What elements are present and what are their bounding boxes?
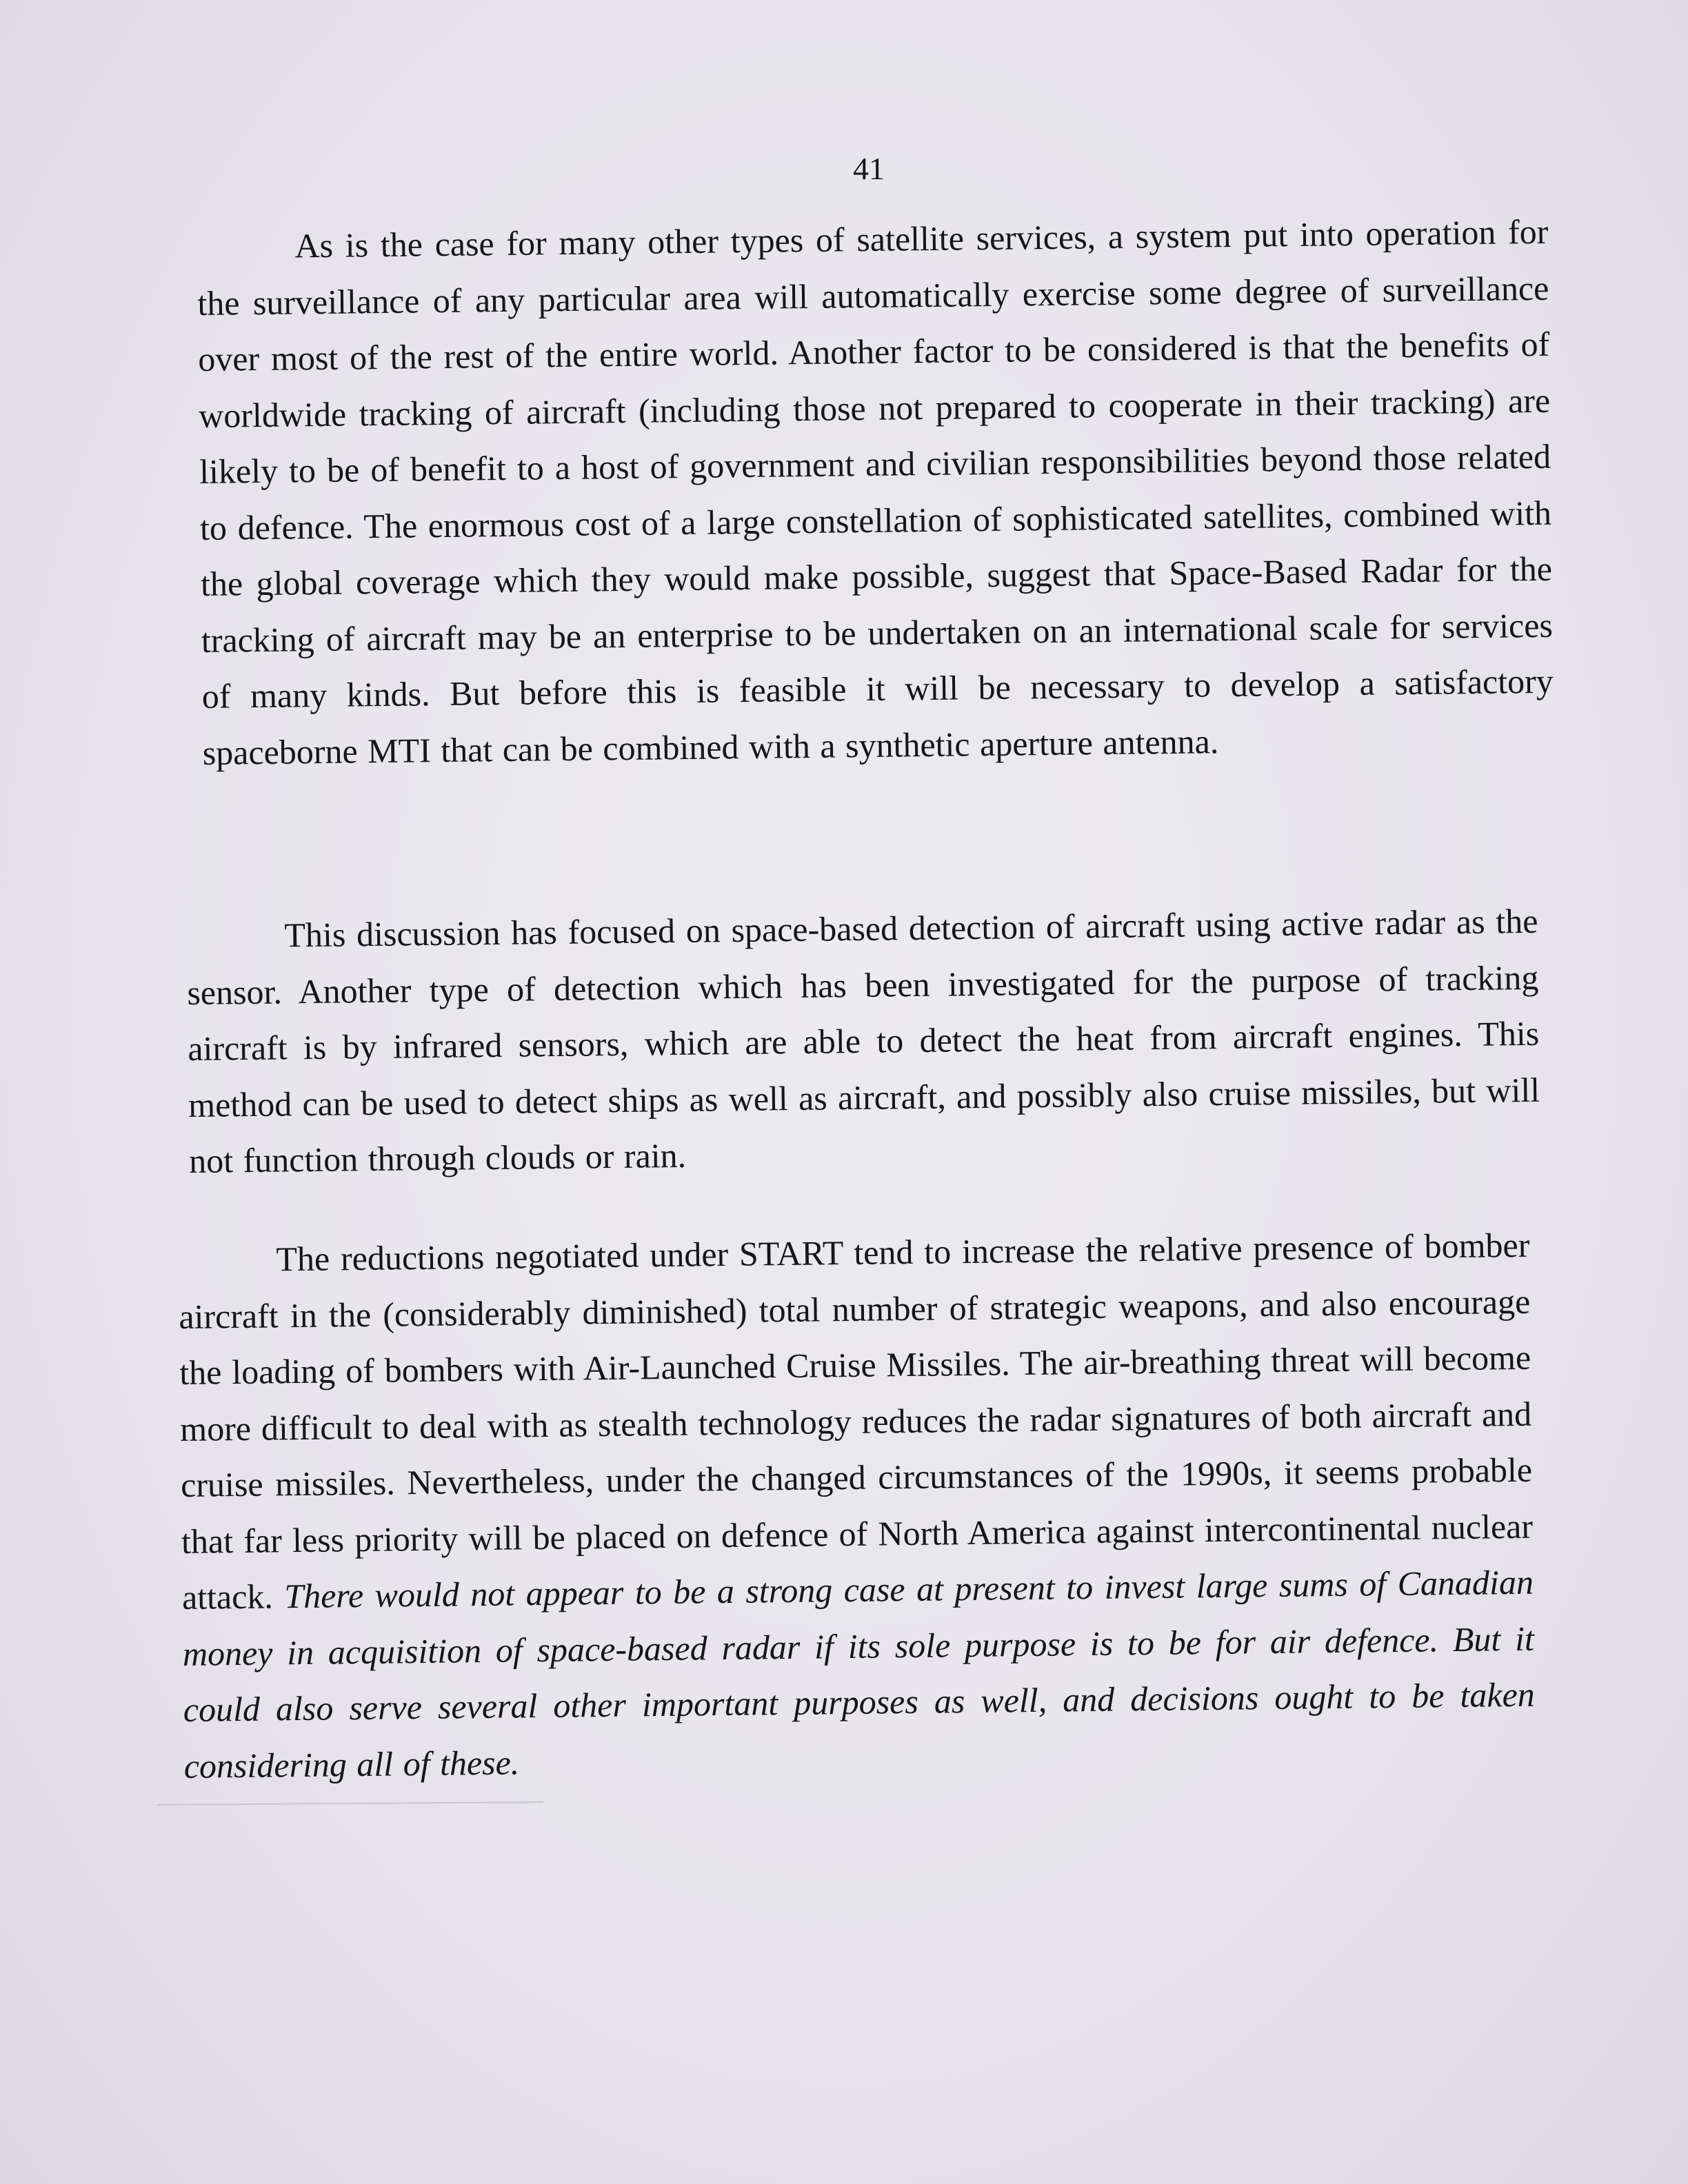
paragraph-text	[178, 1217, 1536, 1794]
paragraph-infrared	[186, 893, 1540, 1190]
paragraph-text: As is the case for many other types of satellite services, a system put into operation for the surveillance of any particular area will automatically exercise some degree of surveillance over most of the rest of the entire world. Another factor to be considered is that the benefits of worldwide tracking of aircraft (including those not prepared to cooperate in their tracking) are likely to be of benefit to a host of government and civilian responsibilities beyond those related to defence. The enormous cost of a large constellation of sophisticated satellites, combined with the global coverage which they would make possible, suggest that Space-Based Radar for the tracking of aircraft may be an enterprise to be undertaken on an international scale for services of many kinds. But before this is feasible it will be necessary to develop a satisfactory spaceborne MTI that can be combined with a synthetic aperture antenna.	[197, 212, 1554, 772]
page-number: 41	[853, 151, 885, 186]
paragraph-surveillance	[197, 204, 1554, 781]
paragraph-emphasis-text: There would not appear to be a strong case at present to invest large sums of Canadian money in acquisition of space-based radar if its sole purpose is to be for air defence. But it could also serve several other important purposes as well, and decisions ought to be taken considering all of these.	[182, 1562, 1536, 1786]
paragraph-plain-text: The reductions negotiated under START tend to increase the relative presence of bomber aircraft in the (considerably diminished) total number of strategic weapons, and also encourage the loading of bombers with Air-Launched Cruise Missiles. The air-breathing threat will become more difficult to deal with as stealth technology reduces the radar signatures of both aircraft and cruise missiles. Nevertheless, under the changed circumstances of the 1990s, it seems probable that far less priority will be placed on defence of North America against intercontinental nuclear attack.	[179, 1225, 1534, 1617]
paragraph-text: This discussion has focused on space-based detection of aircraft using active radar as the sensor. Another type of detection which has been investigated for the purpose of tracking aircraft is by infrared sensors, which are able to detect the heat from aircraft engines. This method can be used to detect ships as well as aircraft, and possibly also cruise missiles, but will not function through clouds or rain.	[187, 901, 1540, 1180]
paragraph-start-reductions	[178, 1217, 1536, 1794]
